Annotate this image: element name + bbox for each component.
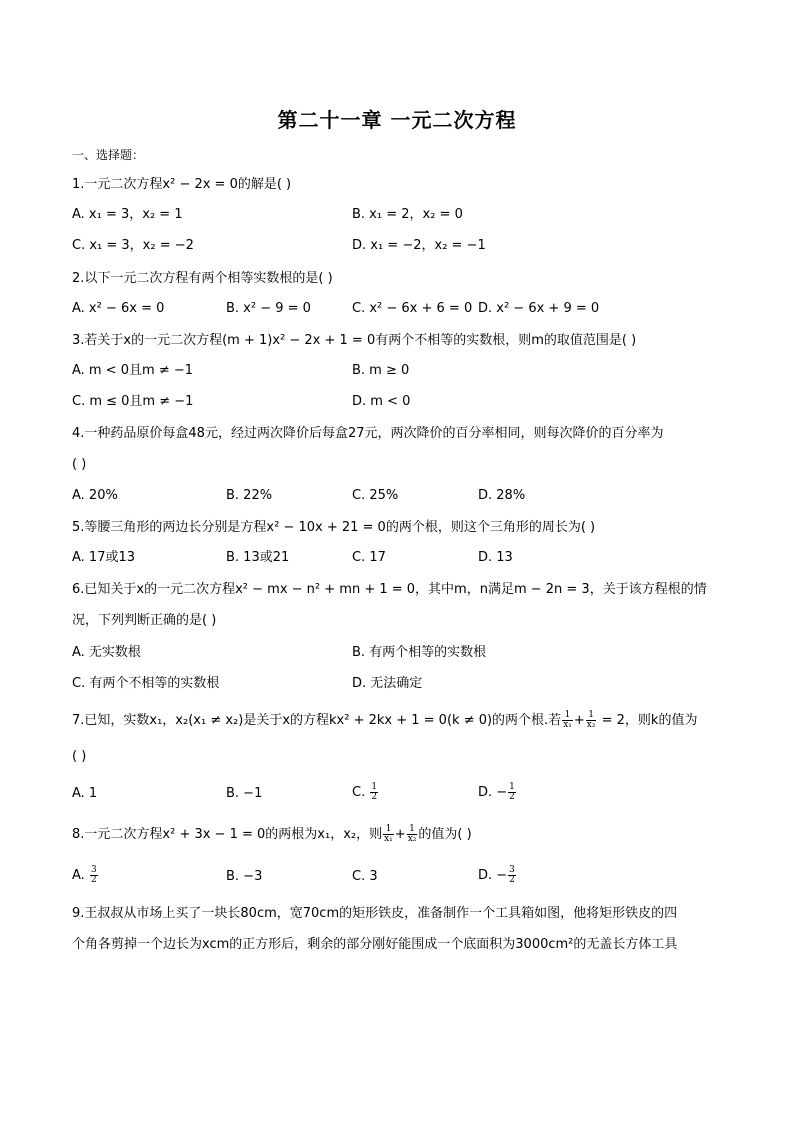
question-3-option-b: B. m ≥ 0 <box>352 363 410 378</box>
plus-sign: + <box>394 827 406 842</box>
question-2-option-d: D. x² − 6x + 9 = 0 <box>478 301 600 316</box>
question-5-option-a: A. 17或13 <box>72 550 136 565</box>
question-1-option-a: A. x₁ = 3，x₂ = 1 <box>72 207 183 222</box>
fraction-numerator: 1 <box>509 782 515 792</box>
question-7-stem-part2: = 2，则k的值为 <box>597 713 698 728</box>
question-2-option-b: B. x² − 9 = 0 <box>226 301 311 316</box>
question-1-option-b: B. x₁ = 2，x₂ = 0 <box>352 207 463 222</box>
question-7-option-a: A. 1 <box>72 786 98 801</box>
question-8-option-d <box>478 866 517 885</box>
fraction-1-over-x2 <box>586 711 597 730</box>
fraction-numerator: 3 <box>509 865 515 875</box>
question-5-option-d: D. 13 <box>478 550 513 565</box>
question-3-option-a: A. m < 0且m ≠ −1 <box>72 363 194 378</box>
plus-sign: + <box>573 713 585 728</box>
fraction-denominator: x₂ <box>407 834 417 844</box>
fraction-numerator: 3 <box>90 865 97 875</box>
question-5-option-b: B. 13或21 <box>226 550 290 565</box>
question-3-option-d: D. m < 0 <box>352 394 411 409</box>
question-6-option-b: B. 有两个相等的实数根 <box>352 645 487 660</box>
question-5-stem: 5.等腰三角形的两边长分别是方程x² − 10x + 21 = 0的两个根，则这个三角形的周长为( ) <box>72 520 596 535</box>
option-letter: D. − <box>478 785 508 800</box>
question-6-stem: 6.已知关于x的一元二次方程x² − mx − n² + mn + 1 = 0，其中m，n满足m − 2n = 3，关于该方程根的情 <box>72 582 707 597</box>
question-8-option-c: C. 3 <box>352 869 378 884</box>
question-2-option-c: C. x² − 6x + 6 = 0 <box>352 301 473 316</box>
question-4-option-c: C. 25% <box>352 488 399 503</box>
question-3-stem: 3.若关于x的一元二次方程(m + 1)x² − 2x + 1 = 0有两个不相等的实数根，则m的取值范围是( ) <box>72 333 637 348</box>
question-1-option-d: D. x₁ = −2，x₂ = −1 <box>352 238 486 253</box>
question-2-option-a: A. x² − 6x = 0 <box>72 301 165 316</box>
question-4-option-a: A. 20% <box>72 488 118 503</box>
question-7-stem <box>72 711 697 730</box>
fraction-3-over-2 <box>508 866 516 885</box>
question-6-option-d: D. 无法确定 <box>352 676 423 691</box>
question-8-option-a <box>72 866 99 885</box>
question-1-option-c: C. x₁ = 3，x₂ = −2 <box>72 238 194 253</box>
fraction-numerator: 1 <box>371 782 378 792</box>
question-6-stem-cont: 况，下列判断正确的是( ) <box>72 613 217 628</box>
question-3-option-c: C. m ≤ 0且m ≠ −1 <box>72 394 194 409</box>
question-9-line-1: 9.王叔叔从市场上买了一块长80cm，宽70cm的矩形铁皮，准备制作一个工具箱如图，他将矩形铁皮的四 <box>72 906 678 921</box>
question-8-stem-part2: 的值为( ) <box>418 827 472 842</box>
question-7-option-b: B. −1 <box>226 786 263 801</box>
question-8-stem <box>72 825 472 844</box>
fraction-numerator: 1 <box>407 825 418 835</box>
fraction-denominator: 2 <box>371 792 378 802</box>
fraction-denominator: x₁ <box>563 720 572 730</box>
question-4-stem: 4.一种药品原价每盒48元，经过两次降价后每盒27元，两次降价的百分率相同，则每次降价的百分率为 <box>72 426 664 441</box>
fraction-denominator: 2 <box>90 875 97 885</box>
fraction-denominator: x₂ <box>586 720 596 730</box>
fraction-1-over-2 <box>508 783 516 802</box>
fraction-3-over-2 <box>90 866 98 885</box>
section-heading: 一、选择题： <box>72 148 145 162</box>
fraction-numerator: 1 <box>562 711 573 721</box>
question-9-line-2: 个角各剪掉一个边长为xcm的正方形后，剩余的部分刚好能围成一个底面积为3000cm²的无盖长方体工具 <box>72 937 678 952</box>
fraction-1-over-x1 <box>383 825 394 844</box>
question-5-option-c: C. 17 <box>352 550 386 565</box>
question-1-stem: 1.一元二次方程x² − 2x = 0的解是( ) <box>72 177 292 192</box>
question-7-stem-cont: ( ) <box>72 749 87 764</box>
page-title: 第二十一章 一元二次方程 <box>277 108 517 132</box>
fraction-1-over-2 <box>370 783 378 802</box>
fraction-denominator: 2 <box>509 792 515 802</box>
question-8-stem-part1: 8.一元二次方程x² + 3x − 1 = 0的两根为x₁，x₂，则 <box>72 827 383 842</box>
question-2-stem: 2.以下一元二次方程有两个相等实数根的是( ) <box>72 271 333 286</box>
option-letter: C. <box>352 785 366 800</box>
option-letter: D. − <box>478 868 508 883</box>
question-8-option-b: B. −3 <box>226 869 263 884</box>
question-7-option-c <box>352 783 379 802</box>
question-4-stem-cont: ( ) <box>72 457 87 472</box>
option-letter: A. <box>72 868 85 883</box>
fraction-denominator: 2 <box>509 875 515 885</box>
fraction-denominator: x₁ <box>384 834 393 844</box>
fraction-numerator: 1 <box>586 711 597 721</box>
fraction-1-over-x2 <box>407 825 418 844</box>
question-7-option-d <box>478 783 517 802</box>
fraction-1-over-x1 <box>562 711 573 730</box>
question-7-stem-part1: 7.已知，实数x₁，x₂(x₁ ≠ x₂)是关于x的方程kx² + 2kx + 1 = 0(k ≠ 0)的两个根.若 <box>72 713 562 728</box>
question-6-option-c: C. 有两个不相等的实数根 <box>72 676 220 691</box>
fraction-numerator: 1 <box>383 825 394 835</box>
question-6-option-a: A. 无实数根 <box>72 645 141 660</box>
question-4-option-b: B. 22% <box>226 488 273 503</box>
question-4-option-d: D. 28% <box>478 488 526 503</box>
